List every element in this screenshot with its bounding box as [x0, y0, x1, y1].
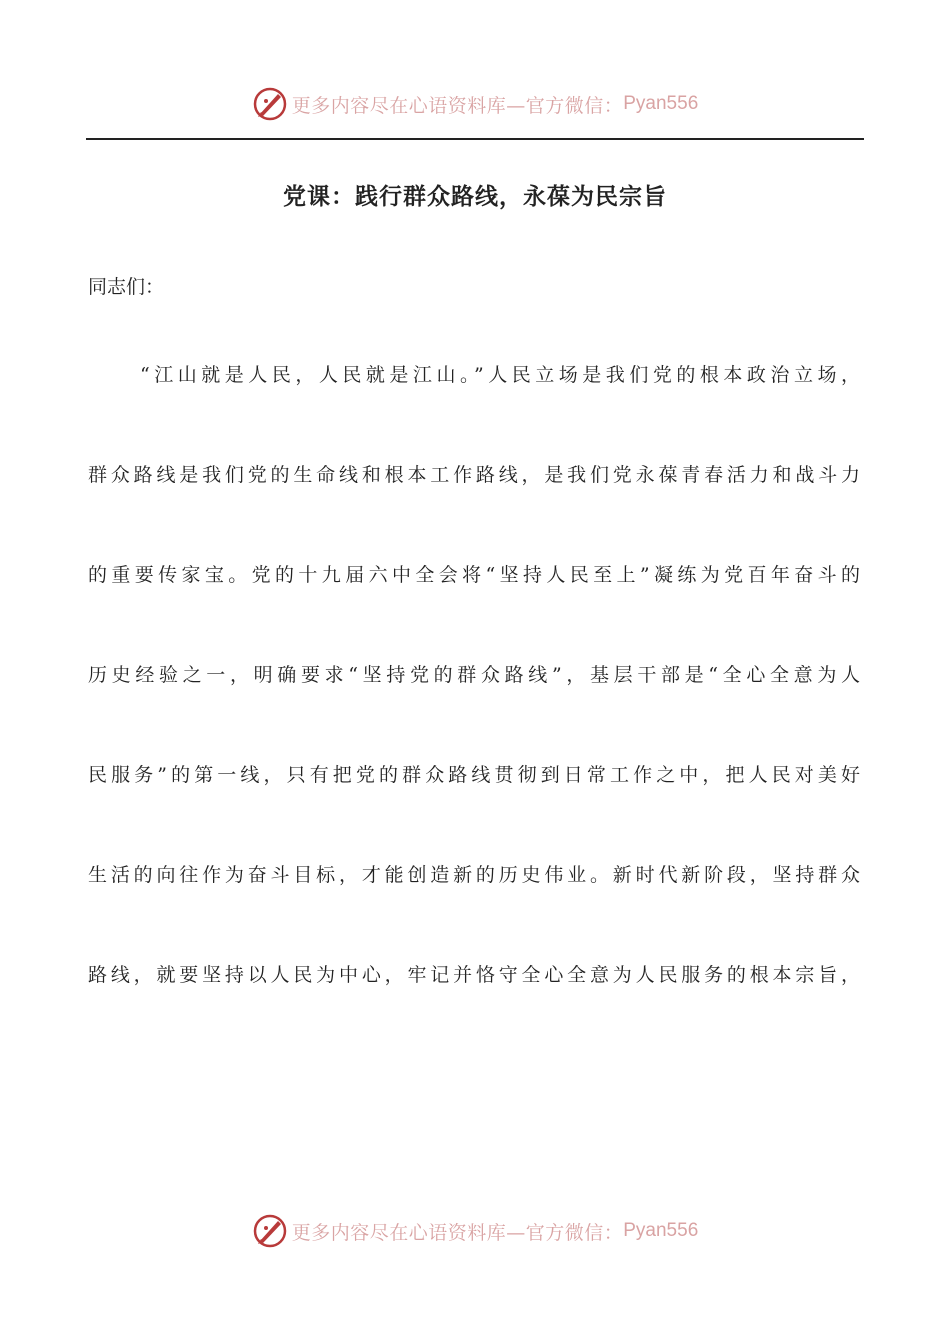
body-line: 的重要传家宝。党的十九届六中全会将“坚持人民至上”凝练为党百年奋斗的 — [88, 564, 860, 586]
header-banner-wechat: Pyan556 — [623, 93, 699, 114]
salutation: 同志们： — [88, 276, 165, 298]
body-line: 历史经验之一，明确要求“坚持党的群众路线”，基层干部是“全心全意为人 — [88, 664, 860, 686]
body-line: “江山就是人民，人民就是江山。”人民立场是我们党的根本政治立场， — [140, 364, 860, 386]
header-banner-text: 更多内容尽在心语资料库—官方微信： — [291, 94, 624, 117]
body-line: 民服务”的第一线，只有把党的群众路线贯彻到日常工作之中，把人民对美好 — [88, 764, 860, 786]
footer-banner-wechat: Pyan556 — [623, 1220, 699, 1241]
body-line: 生活的向往作为奋斗目标，才能创造新的历史伟业。新时代新阶段，坚持群众 — [88, 864, 860, 886]
document-title: 党课：践行群众路线，永葆为民宗旨 — [283, 184, 667, 210]
body-line: 群众路线是我们党的生命线和根本工作路线，是我们党永葆青春活力和战斗力 — [88, 464, 860, 486]
body-line: 路线，就要坚持以人民为中心，牢记并恪守全心全意为人民服务的根本宗旨， — [88, 964, 860, 986]
footer-banner — [0, 1211, 950, 1251]
pen-logo-icon — [252, 86, 288, 122]
header-divider — [86, 138, 864, 140]
pen-logo-icon — [252, 1213, 288, 1249]
footer-banner-text: 更多内容尽在心语资料库—官方微信： — [291, 1221, 624, 1244]
header-banner — [0, 84, 950, 124]
